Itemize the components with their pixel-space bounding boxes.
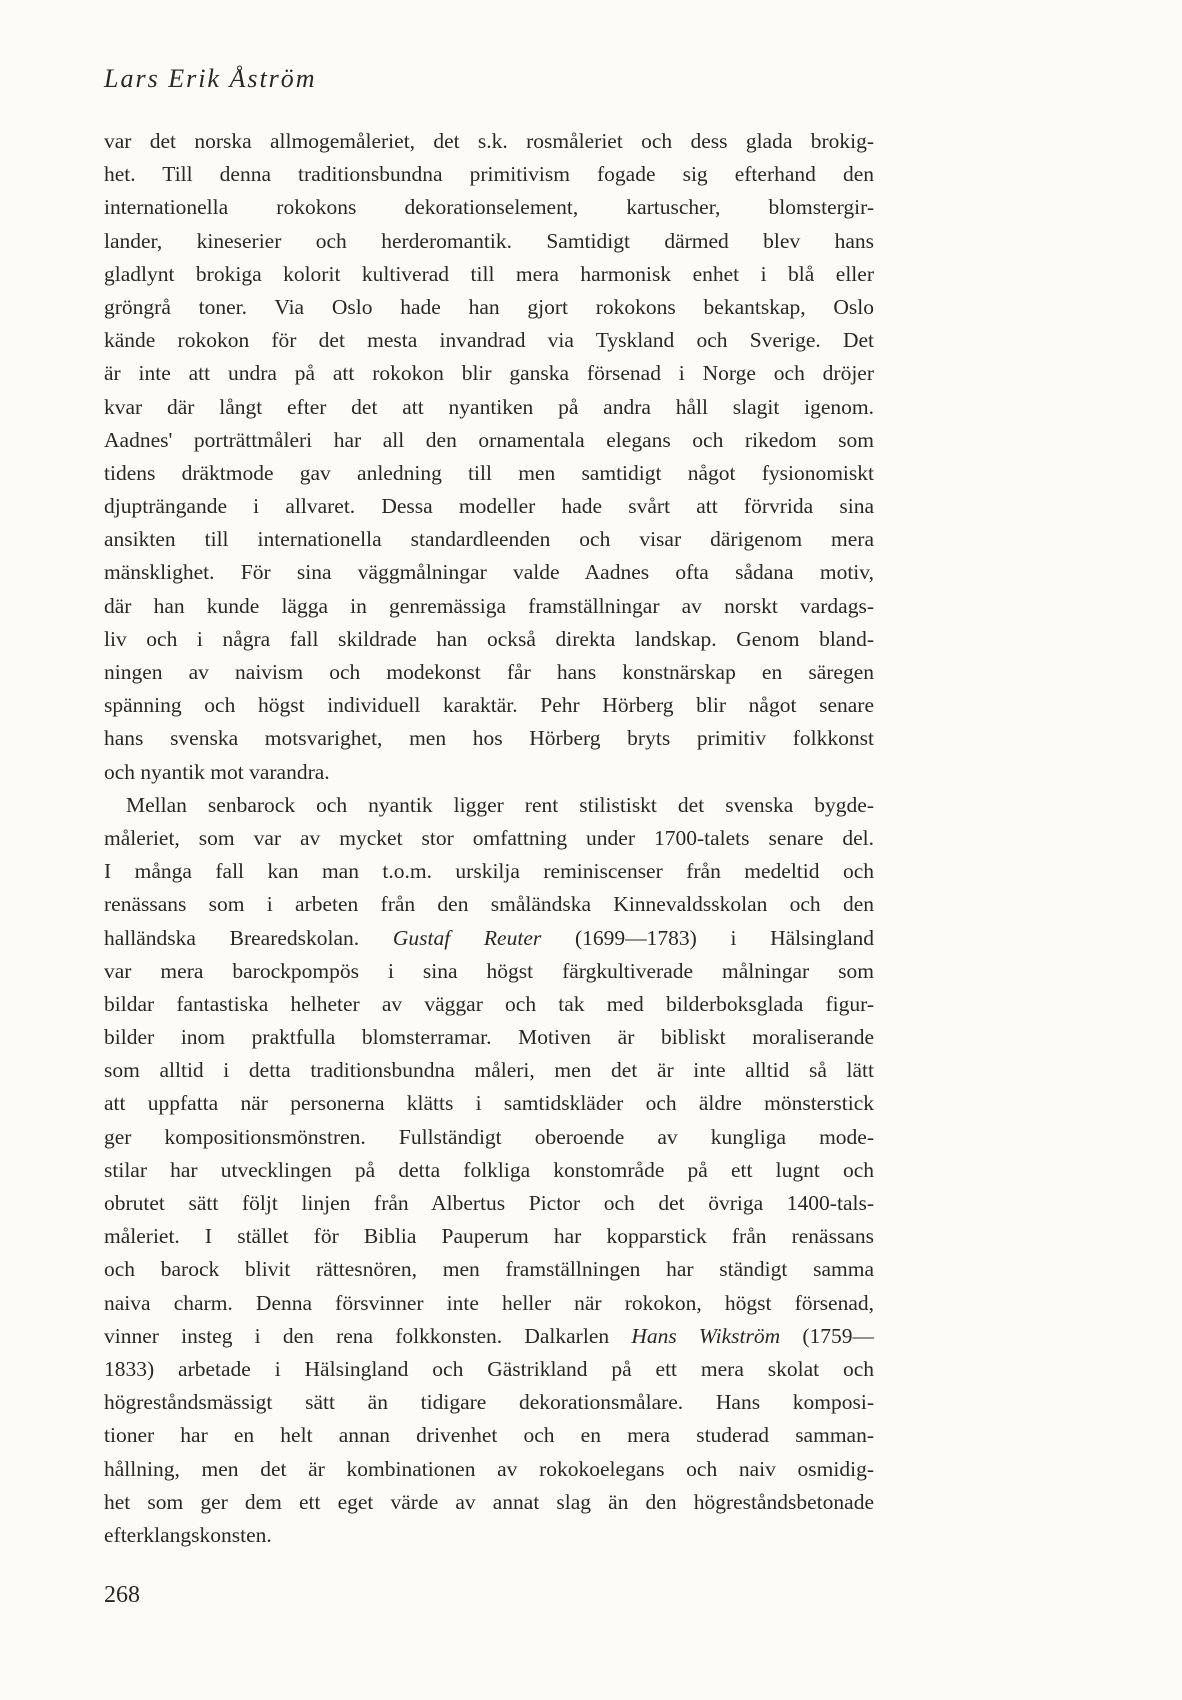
text-line: kvar där långt efter det att nyantiken på andra håll slagit igenom. bbox=[104, 394, 874, 419]
text-line: Mellan senbarock och nyantik ligger rent stilistiskt det svenska bygde- bbox=[126, 792, 874, 817]
paragraph-2 bbox=[104, 789, 874, 1552]
text-line: ningen av naivism och modekonst får hans konstnärskap en säregen bbox=[104, 660, 874, 684]
text-line: är inte att undra på att rokokon blir ganska försenad i Norge och dröjer bbox=[104, 361, 874, 386]
text-line: som alltid i detta traditionsbundna måleri, men det är inte alltid så lätt bbox=[104, 1058, 874, 1083]
text-line: tidens dräktmode gav anledning till men samtidigt något fysionomiskt bbox=[104, 460, 874, 485]
artist-name-reuter: Gustaf Reuter bbox=[392, 925, 542, 950]
text-line: naiva charm. Denna försvinner inte heller när rokokon, högst försenad, bbox=[104, 1290, 874, 1315]
text-line: het. Till denna traditionsbundna primitivism fogade sig efterhand den bbox=[104, 162, 874, 187]
text-line: gladlynt brokiga kolorit kultiverad till mera harmonisk enhet i blå eller bbox=[104, 261, 874, 286]
text-line: högreståndsmässigt sätt än tidigare dekorationsmålare. Hans komposi- bbox=[104, 1390, 874, 1415]
paragraph-1 bbox=[104, 125, 874, 789]
text-line: där han kunde lägga in genremässiga framställningar av norskt vardags- bbox=[104, 593, 874, 618]
text-segment: halländska Brearedskolan. bbox=[104, 925, 360, 950]
text-line: bildar fantastiska helheter av väggar och tak med bilderboksglada figur- bbox=[104, 991, 874, 1016]
text-line: hållning, men det är kombinationen av rokokoelegans och naiv osmidig- bbox=[104, 1456, 874, 1481]
text-line: tioner har en helt annan drivenhet och en mera studerad samman- bbox=[104, 1423, 874, 1448]
text-line: Aadnes' porträttmåleri har all den ornamentala elegans och rikedom som bbox=[104, 427, 874, 452]
text-line: obrutet sätt följt linjen från Albertus Pictor och det övriga 1400-tals- bbox=[104, 1191, 874, 1215]
body-text bbox=[104, 125, 874, 1552]
text-line: lander, kineserier och herderomantik. Samtidigt därmed blev hans bbox=[104, 228, 874, 253]
text-line: spänning och högst individuell karaktär. Pehr Hörberg blir något senare bbox=[104, 693, 874, 718]
running-title: Lars Erik Åström bbox=[104, 64, 317, 93]
text-line: stilar har utvecklingen på detta folkliga konstområde på ett lugnt och bbox=[104, 1157, 874, 1182]
text-line-mixed bbox=[104, 922, 874, 955]
text-line: efterklangskonsten. bbox=[104, 1522, 272, 1547]
text-line: bilder inom praktfulla blomsterramar. Motiven är bibliskt moraliserande bbox=[104, 1025, 874, 1050]
text-line: djupträngande i allvaret. Dessa modeller hade svårt att förvrida sina bbox=[104, 494, 874, 519]
text-line: kände rokokon för det mesta invandrad via Tyskland och Sverige. Det bbox=[104, 328, 874, 353]
text-line: och nyantik mot varandra. bbox=[104, 759, 330, 784]
text-line: måleriet. I stället för Biblia Pauperum har kopparstick från renässans bbox=[104, 1224, 874, 1249]
text-segment: vinner insteg i den rena folkkonsten. Dalkarlen bbox=[104, 1323, 610, 1348]
text-segment: (1759— bbox=[802, 1323, 875, 1348]
text-line: I många fall kan man t.o.m. urskilja reminiscenser från medeltid och bbox=[104, 859, 874, 884]
text-line: var det norska allmogemåleriet, det s.k. rosmåleriet och dess glada brokig- bbox=[104, 129, 874, 153]
text-line: ansikten till internationella standardleenden och visar därigenom mera bbox=[104, 527, 874, 552]
text-line: het som ger dem ett eget värde av annat slag än den högreståndsbetonade bbox=[104, 1489, 874, 1514]
text-line: och barock blivit rättesnören, men framställningen har ständigt samma bbox=[104, 1257, 874, 1282]
text-segment: (1699—1783) i Hälsingland bbox=[574, 925, 875, 950]
text-line: liv och i några fall skildrade han också direkta landskap. Genom bland- bbox=[104, 626, 874, 651]
text-line: renässans som i arbeten från den småländska Kinnevaldsskolan och den bbox=[104, 892, 874, 917]
text-line: gröngrå toner. Via Oslo hade han gjort rokokons bekantskap, Oslo bbox=[104, 294, 874, 319]
artist-name-wikstrom: Hans Wikström bbox=[631, 1323, 781, 1348]
text-line: mänsklighet. För sina väggmålningar valde Aadnes ofta sådana motiv, bbox=[104, 560, 874, 585]
text-line: hans svenska motsvarighet, men hos Hörberg bryts primitiv folkkonst bbox=[104, 726, 874, 751]
text-line: att uppfatta när personerna klätts i samtidskläder och äldre mönsterstick bbox=[104, 1091, 874, 1116]
text-line: måleriet, som var av mycket stor omfattning under 1700-talets senare del. bbox=[104, 825, 874, 850]
text-line: var mera barockpompös i sina högst färgkultiverade målningar som bbox=[104, 958, 874, 983]
text-line-mixed bbox=[104, 1320, 874, 1353]
text-line: internationella rokokons dekorationselement, kartuscher, blomstergir- bbox=[104, 195, 874, 220]
text-line: ger kompositionsmönstren. Fullständigt oberoende av kungliga mode- bbox=[104, 1124, 874, 1149]
text-line: 1833) arbetade i Hälsingland och Gästrikland på ett mera skolat och bbox=[104, 1356, 874, 1381]
page-number: 268 bbox=[104, 1582, 140, 1608]
